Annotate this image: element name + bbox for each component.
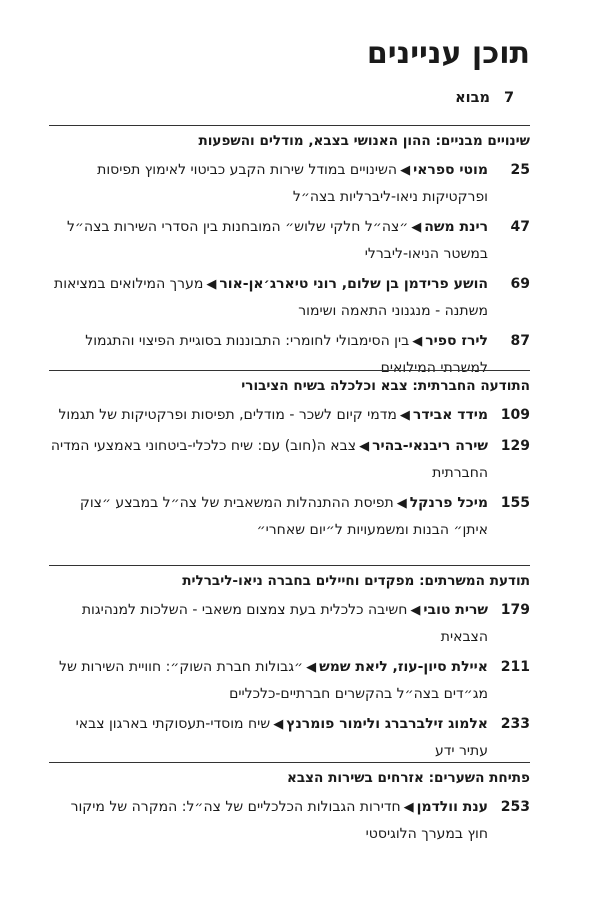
section-divider (49, 762, 530, 763)
arrow-left-icon: ◀ (396, 496, 407, 511)
entry-page-number: 155 (500, 495, 530, 511)
entry-title: צבא ה(חוב) עם: שיח כלכלי-ביטחוני באמצעי המדיה החברתית (50, 438, 488, 481)
section-divider (49, 370, 530, 371)
entry-author: שירה ריבנאי-בהיר (372, 438, 488, 454)
intro-entry[interactable] (50, 90, 530, 106)
arrow-left-icon: ◀ (412, 334, 423, 349)
entry-title: חדירות הגבולות הכלכליים של צה״ל: המקרה של מיקור חוץ במערך הלוגיסטי (70, 799, 488, 842)
toc-entry[interactable] (49, 794, 530, 847)
entry-author: מידד אבידר (412, 407, 488, 423)
section-title: תודעת המשרתים: מפקדים וחיילים בחברה ניאו-ליברלית (182, 573, 530, 589)
entry-author: מיכל פרנקל (409, 495, 488, 511)
entry-page-number: 47 (510, 219, 530, 235)
entry-author: איילת סיון-עוז, ליאת שמש (319, 659, 488, 675)
entry-title: תפיסת ההתנהלות המשאבית של צה״ל במבצע ״צוק איתן״ הבנות ומשמעויות ל״יום שאחרי״ (79, 495, 488, 538)
arrow-left-icon: ◀ (410, 603, 421, 618)
entry-author: רינת משה (424, 219, 488, 235)
arrow-left-icon: ◀ (400, 163, 411, 178)
page-title: תוכן עניינים (366, 36, 530, 71)
toc-entry[interactable] (49, 490, 530, 543)
entry-title: מערך המילואים במציאות משתנה - מנגנוני התאמה ושימור (54, 276, 488, 319)
arrow-left-icon: ◀ (411, 220, 422, 235)
entry-page-number: 69 (510, 276, 530, 292)
toc-entry[interactable] (49, 271, 530, 324)
entry-page-number: 129 (500, 438, 530, 454)
toc-entry[interactable] (49, 402, 530, 429)
entry-author: הושע פרידמן בן שלום, רוני טיארג׳אן-אור (219, 276, 488, 292)
entry-title: ״גבולות חברת השוק״: חוויית השירות של מג״דים בצה״ל בהקשרים חברתיים-כלכליים (59, 659, 488, 702)
section-title: שינויים מבניים: ההון האנושי בצבא, מודלים והשפעות (198, 133, 530, 149)
toc-entry[interactable] (49, 654, 530, 707)
toc-entry[interactable] (49, 597, 530, 650)
entry-title: השינויים במודל שירות הקבע כביטוי לאימוץ תפיסות ופרקטיקות ניאו-ליברליות בצה״ל (97, 162, 488, 205)
section-divider (49, 125, 530, 126)
toc-entry[interactable] (49, 214, 530, 267)
section-title: פתיחת השערים: אזרחים בשירות הצבא (286, 770, 530, 786)
arrow-left-icon: ◀ (206, 277, 217, 292)
arrow-left-icon: ◀ (403, 800, 414, 815)
entry-page-number: 179 (500, 602, 530, 618)
toc-section (49, 762, 530, 847)
entry-author: לירז ספיר (425, 333, 488, 349)
toc-entry[interactable] (49, 157, 530, 210)
entry-page-number: 211 (500, 659, 530, 675)
toc-section (49, 565, 530, 764)
toc-entry[interactable] (49, 711, 530, 764)
entry-page-number: 109 (500, 407, 530, 423)
arrow-left-icon: ◀ (399, 408, 410, 423)
entry-title: חשיבה כלכלית בעת צמצום משאבי - השלכות למנהיגות הצבאית (81, 602, 488, 645)
intro-page-number: 7 (504, 90, 515, 106)
toc-section (49, 125, 530, 381)
entry-author: אלמוג זילברברג ולימור פומרנץ (286, 716, 488, 732)
entry-author: ענת וולדמן (416, 799, 488, 815)
entry-page-number: 253 (500, 799, 530, 815)
entry-page-number: 87 (510, 333, 530, 349)
toc-section (49, 370, 530, 543)
toc-entry[interactable] (49, 433, 530, 486)
arrow-left-icon: ◀ (273, 717, 284, 732)
arrow-left-icon: ◀ (306, 660, 317, 675)
section-title: התודעה החברתית: צבא וכלכלה בשיח הציבורי (241, 378, 530, 394)
entry-title: בין הסימבולי לחומרי: התבוננות בסוגיית הפיצוי והתגמול למשרתי המילואים (85, 333, 488, 376)
entry-page-number: 233 (500, 716, 530, 732)
arrow-left-icon: ◀ (359, 439, 370, 454)
entry-author: מוטי ספראי (413, 162, 488, 178)
entry-title: שיח מוסדי-תעסוקתי בארגון צבאי עתיר ידע (75, 716, 488, 759)
section-divider (49, 565, 530, 566)
entry-author: שרית טובי (423, 602, 488, 618)
intro-label: מבוא (455, 90, 490, 106)
entry-page-number: 25 (510, 162, 530, 178)
entry-title: מדמי קיום לשכר - מודלים, תפיסות ופרקטיקות של תגמול (58, 407, 397, 423)
entry-title: ״צה״ל חלקי שלוש״ המובחנות בין הסדרי השירות בצה״ל במשטר הניאו-ליברלי (66, 219, 488, 262)
